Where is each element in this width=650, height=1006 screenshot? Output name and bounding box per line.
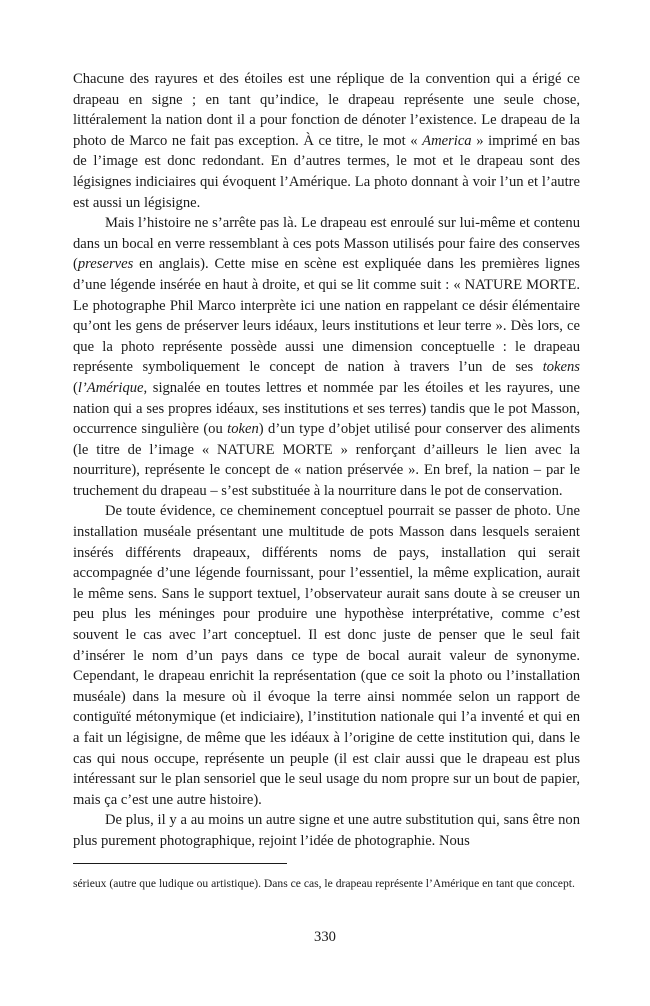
text-run: Chacune des rayures et des étoiles est une réplique de la convention qui a érigé ce drapeau en signe ; en tant qu’indice, le drapeau représente une seule chose, littéralement la nation dont il a pour fonction de dénoter l’existence. Le drapeau de la photo de Marco ne fait pas exception. À ce titre, le mot « xyxy=(73,71,580,149)
italic-text: token xyxy=(227,421,259,438)
footnote: sérieux (autre que ludique ou artistique). Dans ce cas, le drapeau représente l’Amérique en tant que concept. xyxy=(73,877,575,890)
footnote-separator xyxy=(73,863,287,864)
italic-text: preserves xyxy=(77,256,134,273)
paragraph-4 xyxy=(73,810,580,851)
italic-text: tokens xyxy=(542,359,580,376)
paragraph-3 xyxy=(73,501,580,810)
paragraph-1 xyxy=(73,69,580,213)
italic-text: America xyxy=(422,132,472,149)
text-run: ) d’un type d’objet utilisé pour conserver des aliments (le titre de l’image « NATURE MORTE » renforçant d’ailleurs le lien avec la nourriture), représente le concept de « nation préservée ». En bref, la nation – par le truchement du drapeau – s’est substituée à la nourriture dans le pot de conservation. xyxy=(73,421,580,499)
text-run: Mais l’histoire ne s’arrête pas là. Le drapeau est enroulé sur lui-même et contenu dans un bocal en verre ressemblant à ces pots Masson utilisés pour faire des conserves ( xyxy=(73,215,580,273)
italic-text: l’Amérique xyxy=(77,379,144,396)
text-run: ( xyxy=(73,379,78,396)
body-text xyxy=(73,69,580,852)
text-run: , signalée en toutes lettres et nommée par les étoiles et les rayures, une nation qui a ses propres idéaux, ses institutions et ses terres) tandis que le pot Masson, occurrence singulière (ou xyxy=(73,379,580,438)
text-run: De toute évidence, ce cheminement conceptuel pourrait se passer de photo. Une installation muséale présentant une multitude de pots Masson dans lesquels seraient insérés différents drapeaux, différents noms de pays, installation qui serait accompagnée d’une légende fournissant, pour l’essentiel, la même explication, aurait le même sens. Sans le support textuel, l’observateur aurait sans doute à se creuser un peu plus les méninges pour produire une hypothèse interprétative, comme c’est souvent le cas avec l’art conceptuel. Il est donc juste de penser que le seul fait d’insérer le nom d’un pays dans ce type de bocal aurait valeur de synonyme. Cependant, le drapeau enrichit la représentation (que ce soit la photo ou l’installation muséale) dans la mesure où il évoque la terre ainsi nommée selon un rapport de contiguïté métonymique (et indiciaire), l’institution nationale qui l’a inventé et qui en a fait un légisigne, de même que les idéaux à l’origine de cette institution qui, dans le cas qui nous occupe, représente un peuple (il est clair aussi que le drapeau est plus intéressant sur le plan sensoriel que le seul usage du nom propre sur un bout de papier, mais ça c’est une autre histoire). xyxy=(73,503,580,808)
page-number: 330 xyxy=(314,929,336,945)
text-run: De plus, il y a au moins un autre signe et une autre substitution qui, sans être non plus purement photographique, rejoint l’idée de photographie. Nous xyxy=(73,812,580,849)
text-run: » imprimé en bas de l’image est donc redondant. En d’autres termes, le mot et le drapeau sont des légisignes indiciaires qui évoquent l’Amérique. La photo donnant à voir l’un et l’autre est aussi un légisigne. xyxy=(73,132,580,211)
paragraph-2 xyxy=(73,213,580,501)
text-run: en anglais). Cette mise en scène est expliquée dans les premières lignes d’une légende insérée en haut à droite, et qui se lit comme suit : « NATURE MORTE. Le photographe Phil Marco interprète ici une nation en rappelant ce désir élémentaire qu’ont les gens de préserver leurs idéaux, leurs institutions et leur terre ». Dès lors, ce que la photo représente possède aussi une dimension conceptuelle : le drapeau représente symboliquement le concept de nation à travers l’un de ses xyxy=(73,256,580,376)
